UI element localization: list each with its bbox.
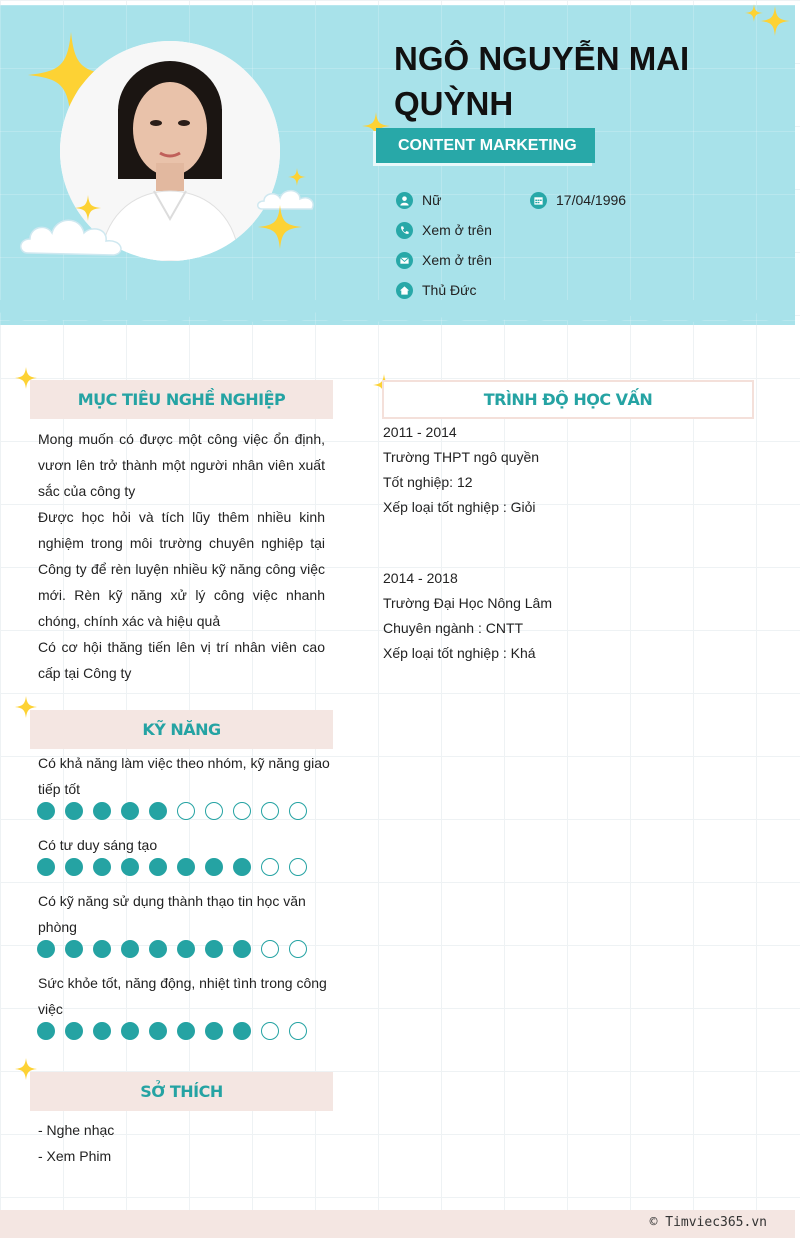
education-item xyxy=(383,566,552,666)
education-school: Trường Đại Học Nông Lâm xyxy=(383,595,552,611)
rating-dot-filled xyxy=(149,1022,167,1040)
rating-dot-empty xyxy=(233,802,251,820)
hobby-item: - Xem Phim xyxy=(38,1148,112,1164)
address-value: Thủ Đức xyxy=(422,282,477,298)
address-row xyxy=(396,280,477,300)
rating-dot-filled xyxy=(149,858,167,876)
objective-heading: MỤC TIÊU NGHỀ NGHIỆP xyxy=(30,380,333,419)
education-heading: TRÌNH ĐỘ HỌC VẤN xyxy=(382,380,754,419)
rating-dot-empty xyxy=(261,940,279,958)
gender-row xyxy=(396,190,441,210)
rating-dot-filled xyxy=(121,802,139,820)
birthday-row xyxy=(530,190,626,210)
envelope-icon xyxy=(396,252,413,269)
rating-dot-empty xyxy=(261,802,279,820)
skill-label: Có tư duy sáng tạo xyxy=(38,837,158,853)
education-period: 2011 - 2014 xyxy=(383,424,457,440)
education-detail: Chuyên ngành : CNTT xyxy=(383,620,524,636)
skills-heading: KỸ NĂNG xyxy=(30,710,333,749)
objective-paragraph: Được học hỏi và tích lũy thêm nhiều kinh nghiệm trong môi trường chuyên nghiệp tại Công ty để rèn luyện nhiều kỹ năng công việc mới. Rèn kỹ năng xử lý công việc nhanh chóng, chính xác và hiệu quả xyxy=(38,509,325,629)
education-period: 2014 - 2018 xyxy=(383,570,458,586)
skill-label: Có kỹ năng sử dụng thành thạo tin học văn phòng xyxy=(38,893,306,935)
hobbies-heading: SỞ THÍCH xyxy=(30,1072,333,1111)
rating-dot-empty xyxy=(289,940,307,958)
email-value: Xem ở trên xyxy=(422,252,492,268)
education-item xyxy=(383,420,539,520)
rating-dot-filled xyxy=(205,1022,223,1040)
rating-dot-filled xyxy=(37,940,55,958)
rating-dot-filled xyxy=(65,1022,83,1040)
rating-dot-filled xyxy=(205,940,223,958)
sparkle-icon xyxy=(745,4,763,22)
rating-dot-filled xyxy=(93,802,111,820)
email-row xyxy=(396,250,492,270)
rating-dot-filled xyxy=(205,858,223,876)
rating-dot-filled xyxy=(121,858,139,876)
rating-dot-filled xyxy=(233,940,251,958)
sparkle-icon xyxy=(258,205,302,249)
rating-dot-filled xyxy=(177,940,195,958)
phone-value: Xem ở trên xyxy=(422,222,492,238)
position-badge: CONTENT MARKETING xyxy=(376,128,595,163)
skill-rating xyxy=(37,802,317,820)
education-grade: Xếp loại tốt nghiệp : Khá xyxy=(383,645,536,661)
user-icon xyxy=(396,192,413,209)
objective-text xyxy=(38,426,325,686)
rating-dot-empty xyxy=(261,858,279,876)
skill-rating xyxy=(37,940,317,958)
skill-rating xyxy=(37,858,317,876)
rating-dot-filled xyxy=(65,940,83,958)
rating-dot-filled xyxy=(121,940,139,958)
rating-dot-filled xyxy=(177,858,195,876)
rating-dot-filled xyxy=(93,1022,111,1040)
education-grade: Xếp loại tốt nghiệp : Giỏi xyxy=(383,499,536,515)
phone-icon xyxy=(396,222,413,239)
footer-bar xyxy=(0,1210,795,1238)
sparkle-icon xyxy=(760,6,790,36)
rating-dot-filled xyxy=(93,940,111,958)
rating-dot-filled xyxy=(233,858,251,876)
rating-dot-filled xyxy=(65,858,83,876)
gender-value: Nữ xyxy=(422,192,442,208)
rating-dot-filled xyxy=(37,802,55,820)
hobby-item: - Nghe nhạc xyxy=(38,1122,115,1138)
objective-paragraph: Có cơ hội thăng tiến lên vị trí nhân viên cao cấp tại Công ty xyxy=(38,639,325,681)
rating-dot-empty xyxy=(205,802,223,820)
rating-dot-filled xyxy=(37,1022,55,1040)
birthday-value: 17/04/1996 xyxy=(556,192,627,208)
rating-dot-empty xyxy=(289,802,307,820)
rating-dot-filled xyxy=(93,858,111,876)
sparkle-icon xyxy=(288,168,306,186)
rating-dot-filled xyxy=(121,1022,139,1040)
education-school: Trường THPT ngô quyền xyxy=(383,449,540,465)
rating-dot-filled xyxy=(177,1022,195,1040)
cloud-icon xyxy=(18,205,130,263)
candidate-name: NGÔ NGUYỄN MAI QUỲNH xyxy=(394,40,690,122)
rating-dot-empty xyxy=(261,1022,279,1040)
skill-label: Có khả năng làm việc theo nhóm, kỹ năng giao tiếp tốt xyxy=(38,755,330,797)
phone-row xyxy=(396,220,492,240)
skill-rating xyxy=(37,1022,317,1040)
header-scallop-edge xyxy=(0,300,795,340)
rating-dot-empty xyxy=(289,858,307,876)
rating-dot-filled xyxy=(233,1022,251,1040)
education-detail: Tốt nghiệp: 12 xyxy=(383,474,473,490)
rating-dot-empty xyxy=(289,1022,307,1040)
objective-paragraph: Mong muốn có được một công việc ổn định, vươn lên trở thành một người nhân viên xuất sắc của công ty xyxy=(38,431,325,499)
watermark-text: © Timviec365.vn xyxy=(649,1215,767,1230)
calendar-icon xyxy=(530,192,547,209)
home-icon xyxy=(396,282,413,299)
rating-dot-filled xyxy=(149,802,167,820)
rating-dot-filled xyxy=(149,940,167,958)
rating-dot-filled xyxy=(37,858,55,876)
rating-dot-empty xyxy=(177,802,195,820)
skill-label: Sức khỏe tốt, năng động, nhiệt tình trong công việc xyxy=(38,975,327,1017)
rating-dot-filled xyxy=(65,802,83,820)
sparkle-icon xyxy=(75,195,101,221)
